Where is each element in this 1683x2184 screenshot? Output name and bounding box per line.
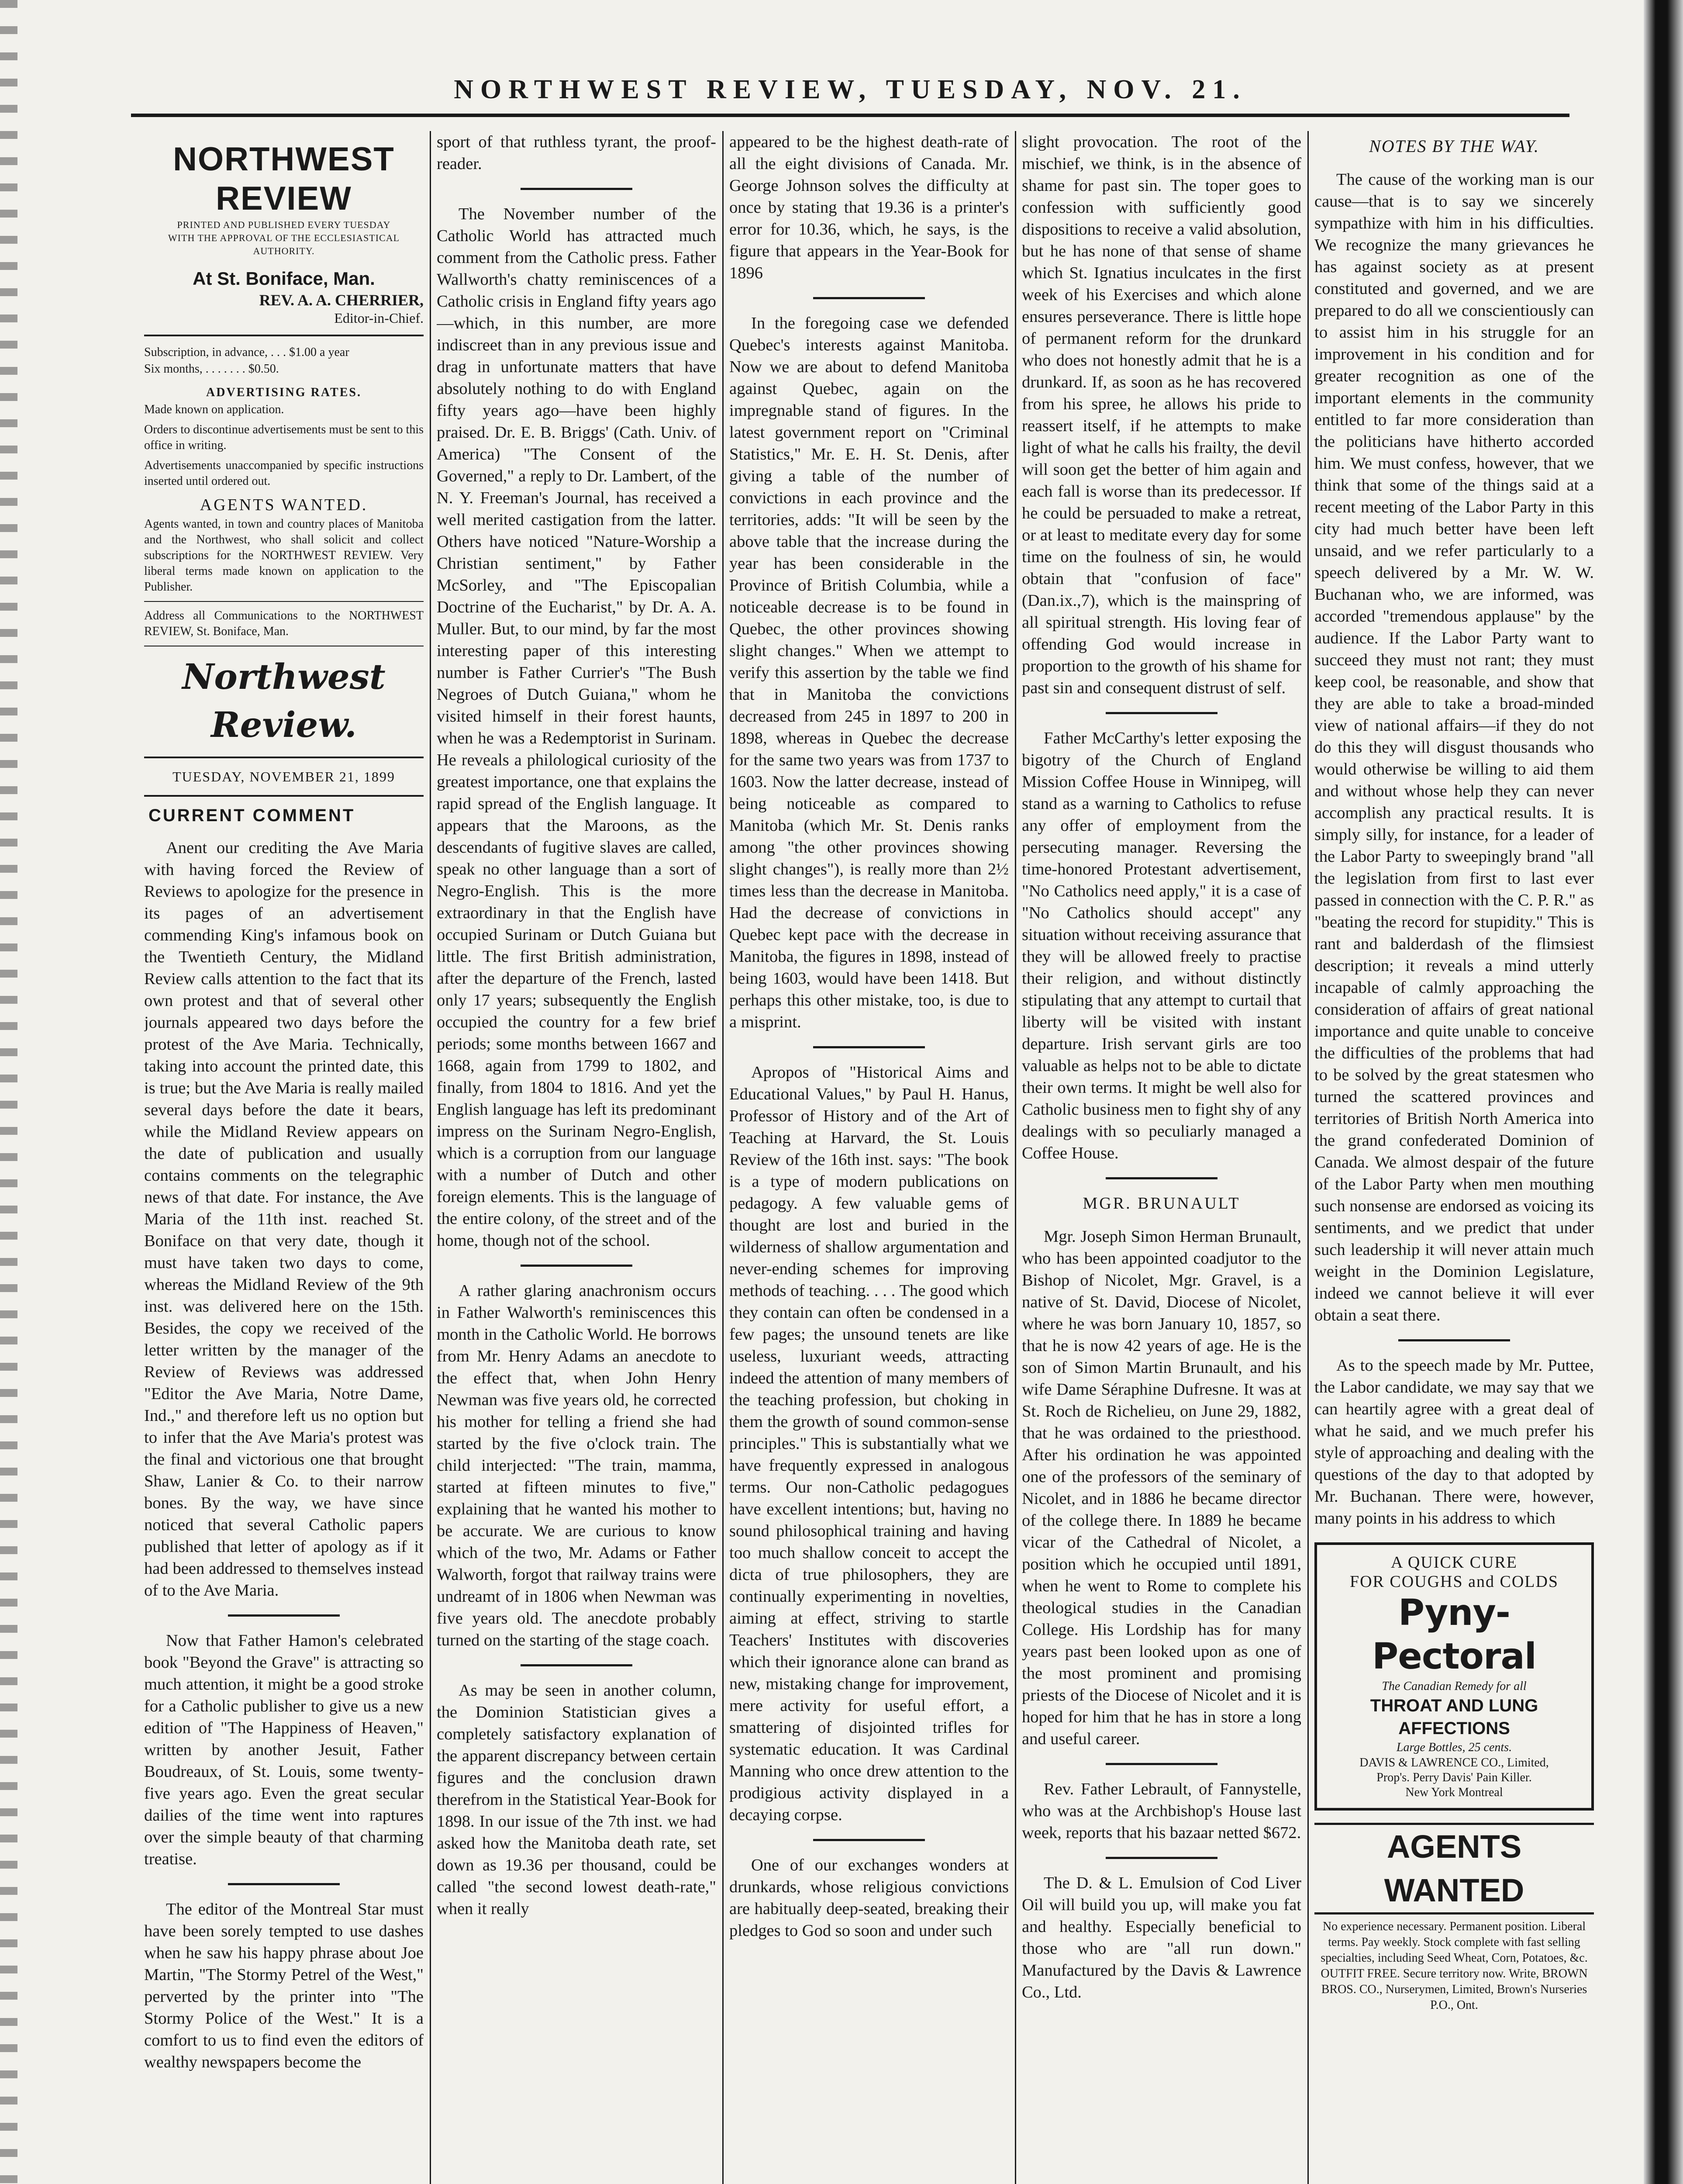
article-paragraph: The D. & L. Emulsion of Cod Liver Oil will build you up, will make you fat and healthy. Especially beneficial to those who are "all run down." Manufactured by the Davis & Lawrence Co., Ltd.: [1022, 1874, 1301, 2001]
column-rule: [1015, 131, 1016, 2184]
article-paragraph: appeared to be the highest death-rate of all the eight divisions of Canada. Mr. George Johnson solves the difficulty at once by stating that 19.36 is a printer's error for 10.36, which, he says, is the figure that appears in the Year-Book for 1896: [729, 133, 1009, 282]
article-paragraph: Rev. Father Lebrault, of Fannystelle, who was at the Archbishop's House last week, reports that his bazaar netted $672.: [1022, 1780, 1301, 1842]
article-paragraph: Father McCarthy's letter exposing the bigotry of the Church of England Mission Coffee House in Winnipeg, will stand as a warning to Catholics to refuse any offer of employment from the persecuting manager. Reversing the time-honored Protestant advertisement, "No Catholics need apply," it is a case of "No Catholics should accept" any situation without receiving assurance that they will be allowed freely to practise their religion, and without distinctly stipulating that any attempt to curtail that liberty will be visited with instant departure. Irish servant girls are too valuable as helps not to be able to dictate their own terms. It might be well also for Catholic business men to fight shy of any dealings with so peculiarly managed a Coffee House.: [1022, 729, 1301, 1162]
masthead-editor: REV. A. A. CHERRIER,: [259, 291, 424, 309]
divider: [813, 1839, 925, 1841]
article-paragraph: The cause of the working man is our cause—that is to say we sincerely sympathize with him in his difficulties. We recognize the many grievances he has against society as at present constituted and governed, and we are prepared to do all we conscientiously can to assist him in his struggle for an improvement in his condition and for greater recognition as one of the important elements in the community entitled to far more consideration than the politicians have hitherto accorded him. We must confess, however, that we think that some of the things said at a recent meeting of the Labor Party in this city had much better have been left unsaid, and we refer particularly to a speech delivered by a Mr. W. W. Buchanan who, we are informed, was accorded "tremendous applause" by the audience. If the Labor Party want to succeed they must not rant; they must keep cool, be reasonable, and show that they are able to take a broad-minded view of national affairs—if they do not do this they will disgust thousands who would otherwise be willing to aid them and without whose help they can never accomplish any practical results. It is simply silly, for instance, for a leader of the Labor Party to sweepingly brand "all the legislation from first to last ever passed in connection with the C. P. R." as "beating the record for stupidity." This is rant and balderdash of the flimsiest description; it reveals a mind utterly incapable of calmly approaching the consideration of affairs of great national importance and quite unable to conceive the difficulties of the problems that had to be solved by the great statesmen who turned the scattered provinces and territories of British North America into the grand confederated Dominion of Canada. We almost despair of the future of the Labor Party when men mouthing such nonsense are endorsed as voicing its sentiments, and we predict that under such leadership it will never attain much weight in the Dominion Legislature, indeed we cannot believe it will ever obtain a seat there.: [1314, 170, 1594, 1324]
column-2: [437, 131, 716, 2184]
ad-rates-text: Advertisements unaccompanied by specific instructions inserted until ordered out.: [144, 459, 424, 488]
ad-line: New York Montreal: [1405, 1786, 1503, 1799]
address-text: Address all Communications to the NORTHWEST REVIEW, St. Boniface, Man.: [144, 609, 424, 638]
masthead-line: PRINTED AND PUBLISHED EVERY TUESDAY: [177, 219, 391, 230]
divider: [521, 188, 632, 190]
ad-line: Large Bottles, 25 cents.: [1396, 1741, 1512, 1754]
article-paragraph: Now that Father Hamon's celebrated book "Beyond the Grave" is attracting so much attention, it might be a good stroke for a Catholic publisher to give us a new edition of "The Happiness of Heaven," written by another Jesuit, Father Boudreaux, of St. Louis, some twenty-five years ago. Even the great secular dailies of the time went into raptures over the simple beauty of that charming treatise.: [144, 1631, 424, 1868]
masthead-editor-role: Editor-in-Chief.: [334, 310, 424, 326]
page-edge-right: [1644, 0, 1683, 2184]
column-3: [729, 131, 1009, 2184]
divider: [144, 335, 424, 336]
ad-rates-text: Orders to discontinue advertisements must be sent to this office in writing.: [144, 423, 424, 452]
column-4: [1022, 131, 1301, 2184]
page-edge-left: [0, 0, 17, 2184]
date-line: TUESDAY, NOVEMBER 21, 1899: [172, 769, 395, 784]
ad-line: DAVIS & LAWRENCE CO., Limited,: [1359, 1756, 1549, 1769]
divider: [228, 1614, 340, 1617]
divider: [1398, 1339, 1510, 1341]
column-5: [1314, 131, 1594, 2184]
running-head: NORTHWEST REVIEW, TUESDAY, NOV. 21.: [131, 66, 1569, 117]
divider: [521, 1664, 632, 1666]
agents-wanted-ad-heading: AGENTS WANTED: [1314, 1823, 1594, 1914]
ad-line: THROAT AND LUNG AFFECTIONS: [1370, 1696, 1538, 1738]
ad-line: The Canadian Remedy for all: [1382, 1679, 1527, 1693]
column-rule: [722, 131, 724, 2184]
ad-brand: Pyny-Pectoral: [1372, 1592, 1536, 1677]
masthead-title: NORTHWEST REVIEW: [173, 141, 395, 217]
divider: [1106, 1177, 1217, 1179]
article-paragraph: Mgr. Joseph Simon Herman Brunault, who has been appointed coadjutor to the Bishop of Nicolet, Mgr. Gravel, is a native of St. David, Diocese of Nicolet, where he was born January 10, 1857, so that he is now 42 years of age. He is the son of Simon Martin Brunault, and his wife Dame Séraphine Dufresne. It was at St. Roch de Richelieu, on June 29, 1882, that he was ordained to the priesthood. After his ordination he was appointed one of the professors of the seminary of Nicolet, and in 1886 he became director of the college there. In 1889 he became vicar of the Cathedral of Nicolet, a position which he occupied until 1891, when he went to Rome to complete his theological studies in the Canadian College. His Lordship has for many years past been looked upon as one of the most prominent and promising priests of the Diocese of Nicolet and it is hoped for him that he has in store a long and useful career.: [1022, 1227, 1301, 1748]
ad-line: A QUICK CURE: [1390, 1553, 1518, 1572]
column-rule: [1307, 131, 1309, 2184]
column-rule: [430, 131, 431, 2184]
article-paragraph: The November number of the Catholic World has attracted much comment from the Catholic press. Father Wallworth's chatty reminiscences of a Catholic crisis in England fifty years ago—which, in this number, are more indiscreet than in any previous issue and drag in unfortunate matters that have absolutely nothing to do with England fifty years ago—have been highly praised. Dr. E. B. Briggs' (Cath. Univ. of America) "The Consent of the Governed," a reply to Dr. Lambert, of the N. Y. Freeman's Journal, has received a well merited castigation from the latter. Others have noticed "Nature-Worship a Christian sentiment," by Father McSorley, and "The Episcopalian Doctrine of the Eucharist," by Dr. A. A. Muller. But, to our mind, by far the most interesting paper of this interesting number is Father Currier's "The Bush Negroes of Dutch Guiana," whom he visited himself in their forest haunts, when he was a Redemptorist in Surinam. He reveals a philological curiosity of the greatest importance, one that explains the rapid spread of the English language. It appears that the Maroons, as the descendants of fugitive slaves are called, speak no other language than a sort of Negro-English. This is the more extraordinary in that the English have occupied Surinam or Dutch Guiana but little. The first British administration, after the departure of the French, lasted only 17 years; subsequently the English occupied the country for a few brief periods; some months between 1667 and 1668, again from 1799 to 1802, and finally, from 1804 to 1816. And yet the English language has left its predominant impress on the Surinam Negro-English, which is a corruption from our language with a number of Dutch and other foreign elements. This is the language of the entire colony, of the street and of the home, though not of the school.: [437, 205, 716, 1250]
divider: [1106, 712, 1217, 714]
divider: [228, 1883, 340, 1885]
divider: [521, 1265, 632, 1267]
article-paragraph: In the foregoing case we defended Quebec's interests against Manitoba. Now we are about to defend Manitoba against Quebec, again on the impregnable stand of figures. In the latest government report on "Criminal Statistics," Mr. E. H. St. Denis, after giving a table of the number of convictions in each province and the territories, adds: "It will be seen by the above table that the increase during the year has been considerable in the Province of British Columbia, while a noticeable decrease is to be found in Quebec, the other provinces showing slight changes." When we attempt to verify this assertion by the table we find that in Manitoba the convictions decreased from 245 in 1897 to 200 in 1898, whereas in Quebec the decrease for the same two years was from 1737 to 1603. Now the latter decrease, instead of being noticeable as compared to Manitoba (which Mr. St. Denis ranks among "the other provinces showing slight changes"), is really more than 2½ times less than the decrease in Manitoba. Had the decrease of convictions in Quebec kept pace with the decrease in Manitoba, the figures in 1898, instead of being 1603, would have been 1418. But perhaps this other mistake, too, is due to a misprint.: [729, 314, 1009, 1031]
divider: [144, 601, 424, 602]
divider: [813, 297, 925, 299]
divider: [813, 1046, 925, 1048]
article-paragraph: slight provocation. The root of the mischief, we think, is in the absence of shame for past sin. The toper goes to confession with sufficiently good dispositions to receive a valid absolution, but he has none of that sense of shame which St. Ignatius inculcates in the first week of his Exercises and which alone ensures perseverance. There is little hope of permanent reform for the drunkard who does not honestly admit that he is a drunkard. If, as soon as he has recovered from his spree, he allows his pride to reassert itself, if he attempts to make light of what he calls his frailty, the devil will soon get the better of him again and each fall is worse than its predecessor. If he could be persuaded to make a retreat, or at least to meditate every day for some time on the foulness of sin, he would obtain that "confusion of face" (Dan.ix.,7), which is the mainspring of all spiritual strength. His loving fear of offending God would increase in proportion to the growth of his shame for past sin and consequent distrust of self.: [1022, 133, 1301, 697]
ad-line: Prop's. Perry Davis' Pain Killer.: [1376, 1771, 1532, 1784]
column-1: [144, 131, 424, 2184]
ad-line: FOR COUGHS and COLDS: [1349, 1572, 1559, 1591]
divider: [1106, 1763, 1217, 1765]
masthead-line: WITH THE APPROVAL OF THE ECCLESIASTICAL AUTHORITY.: [168, 232, 400, 256]
article-paragraph: The editor of the Montreal Star must have been sorely tempted to use dashes when he saw his happy phrase about Joe Martin, "The Stormy Petrel of the West," perverted by the printer into "The Stormy Police of the West." It is a comfort to us to find even the editors of wealthy newspapers become the: [144, 1900, 424, 2071]
ad-rates-text: Made known on application.: [144, 403, 284, 416]
article-paragraph: As to the speech made by Mr. Puttee, the Labor candidate, we may say that we can heartily agree with a great deal of what he said, and we much prefer his style of approaching and dealing with the questions of the day to that adopted by Mr. Buchanan. There were, however, many points in his address to which: [1314, 1356, 1594, 1527]
article-paragraph: As may be seen in another column, the Dominion Statistician gives a completely satisfactory explanation of the apparent discrepancy between certain figures and the conclusion drawn therefrom in the Statistical Year-Book for 1898. In our issue of the 7th inst. we had asked how the Manitoba death rate, set down as 19.36 per thousand, could be called "the second lowest death-rate," when it really: [437, 1681, 716, 1918]
pyny-pectoral-ad: [1314, 1542, 1594, 1811]
subscription-rate: Subscription, in advance, . . . $1.00 a year: [144, 346, 349, 359]
section-heading: CURRENT COMMENT: [148, 806, 355, 825]
article-paragraph: One of our exchanges wonders at drunkards, whose religious convictions are habitually deep-seated, breaking their pledges to God so soon and under such: [729, 1856, 1009, 1940]
agents-heading: AGENTS WANTED.: [200, 496, 368, 514]
section-heading: NOTES BY THE WAY.: [1369, 136, 1539, 156]
article-paragraph: Anent our crediting the Ave Maria with having forced the Review of Reviews to apologize for the presence in its pages of an advertisement commending King's infamous book on the Twentieth Century, the Midland Review calls attention to the fact that its own protest and that of several other journals appeared two days before the protest of the Ave Maria. Technically, taking into account the printed date, this is true; but the Ave Maria is really mailed several days before the date it bears, while the Midland Review appears on the date of publication and usually contains comments on the telegraphic news of that date. For instance, the Ave Maria of the 11th inst. reached St. Boniface on that very date, though it must have taken two days to come, whereas the Midland Review of the 9th inst. was delivered here on the 15th. Besides, the copy we received of the letter written by the manager of the Review of Reviews was addressed "Editor the Ave Maria, Notre Dame, Ind.," and therefore left us no option but to infer that the Ave Maria's protest was the final and victorious one that brought Shaw, Lanier & Co. to their narrow bones. By the way, we have since noticed that several Catholic papers published that letter of apology as if it had been addressed to themselves instead of to the Ave Maria.: [144, 839, 424, 1600]
agents-wanted-ad-body: No experience necessary. Permanent position. Liberal terms. Pay weekly. Stock complete with fast selling specialties, including Seed Wheat, Corn, Potatoes, &c. OUTFIT FREE. Secure territory now. Write, BROWN BROS. CO., Nurserymen, Limited, Brown's Nurseries P.O., Ont.: [1321, 1920, 1588, 2012]
article-paragraph: sport of that ruthless tyrant, the proof-reader.: [437, 133, 716, 173]
subscription-rate: Six months, . . . . . . . $0.50.: [144, 362, 279, 376]
divider: [1106, 1857, 1217, 1859]
agents-text: Agents wanted, in town and country places of Manitoba and the Northwest, who shall solicit and collect subscriptions for the NORTHWEST REVIEW. Very liberal terms made known on application to the Publisher.: [144, 517, 424, 594]
divider: [144, 757, 424, 758]
article-paragraph: Apropos of "Historical Aims and Educational Values," by Paul H. Hanus, Professor of History and of the Art of Teaching at Harvard, the St. Louis Review of the 16th inst. says: "The book is a type of modern publications on pedagogy. A few valuable gems of thought are lost and buried in the wilderness of shallow argumentation and never-ending schemes for improving methods of teaching. . . . The good which they contain can often be condensed in a few pages; the unsound tenets are like useless, luxuriant weeds, attracting indeed the attention of many members of the teaching profession, but choking in them the growth of sound common-sense principles." This is substantially what we have frequently expressed in analogous terms. Our non-Catholic pedagogues have excellent intentions; but, having no sound philosophical training and having too much shallow conceit to accept the dicta of true philosophers, they are continually experimenting in novelties, aiming at effect, striving to startle Teachers' Institutes with discoveries which their ignorance alone can brand as new, mistaking change for improvement, mere activity for useful effort, a smattering of disjointed trifles for systematic education. It was Cardinal Manning who once drew attention to the prodigious activity displayed in a decaying corpse.: [729, 1063, 1009, 1824]
divider: [144, 795, 424, 797]
article-paragraph: A rather glaring anachronism occurs in Father Walworth's reminiscences this month in the Catholic World. He borrows from Mr. Henry Adams an anecdote to the effect that, when John Henry Newman was five years old, he corrected his mother for telling a friend she had started by the five o'clock train. The child interjected: "The train, mamma, started at fifteen minutes to five," explaining that he wanted his mother to be accurate. We are curious to know which of the two, Mr. Adams or Father Walworth, forgot that railway trains were undreamt of in 1806 when Newman was five years old. The anecdote probably turned on the starting of the stage coach.: [437, 1282, 716, 1649]
ad-rates-heading: ADVERTISING RATES.: [206, 386, 362, 399]
masthead-place: At St. Boniface, Man.: [193, 268, 375, 289]
nameplate: Northwest Review.: [182, 656, 386, 745]
section-heading: MGR. BRUNAULT: [1083, 1194, 1241, 1213]
